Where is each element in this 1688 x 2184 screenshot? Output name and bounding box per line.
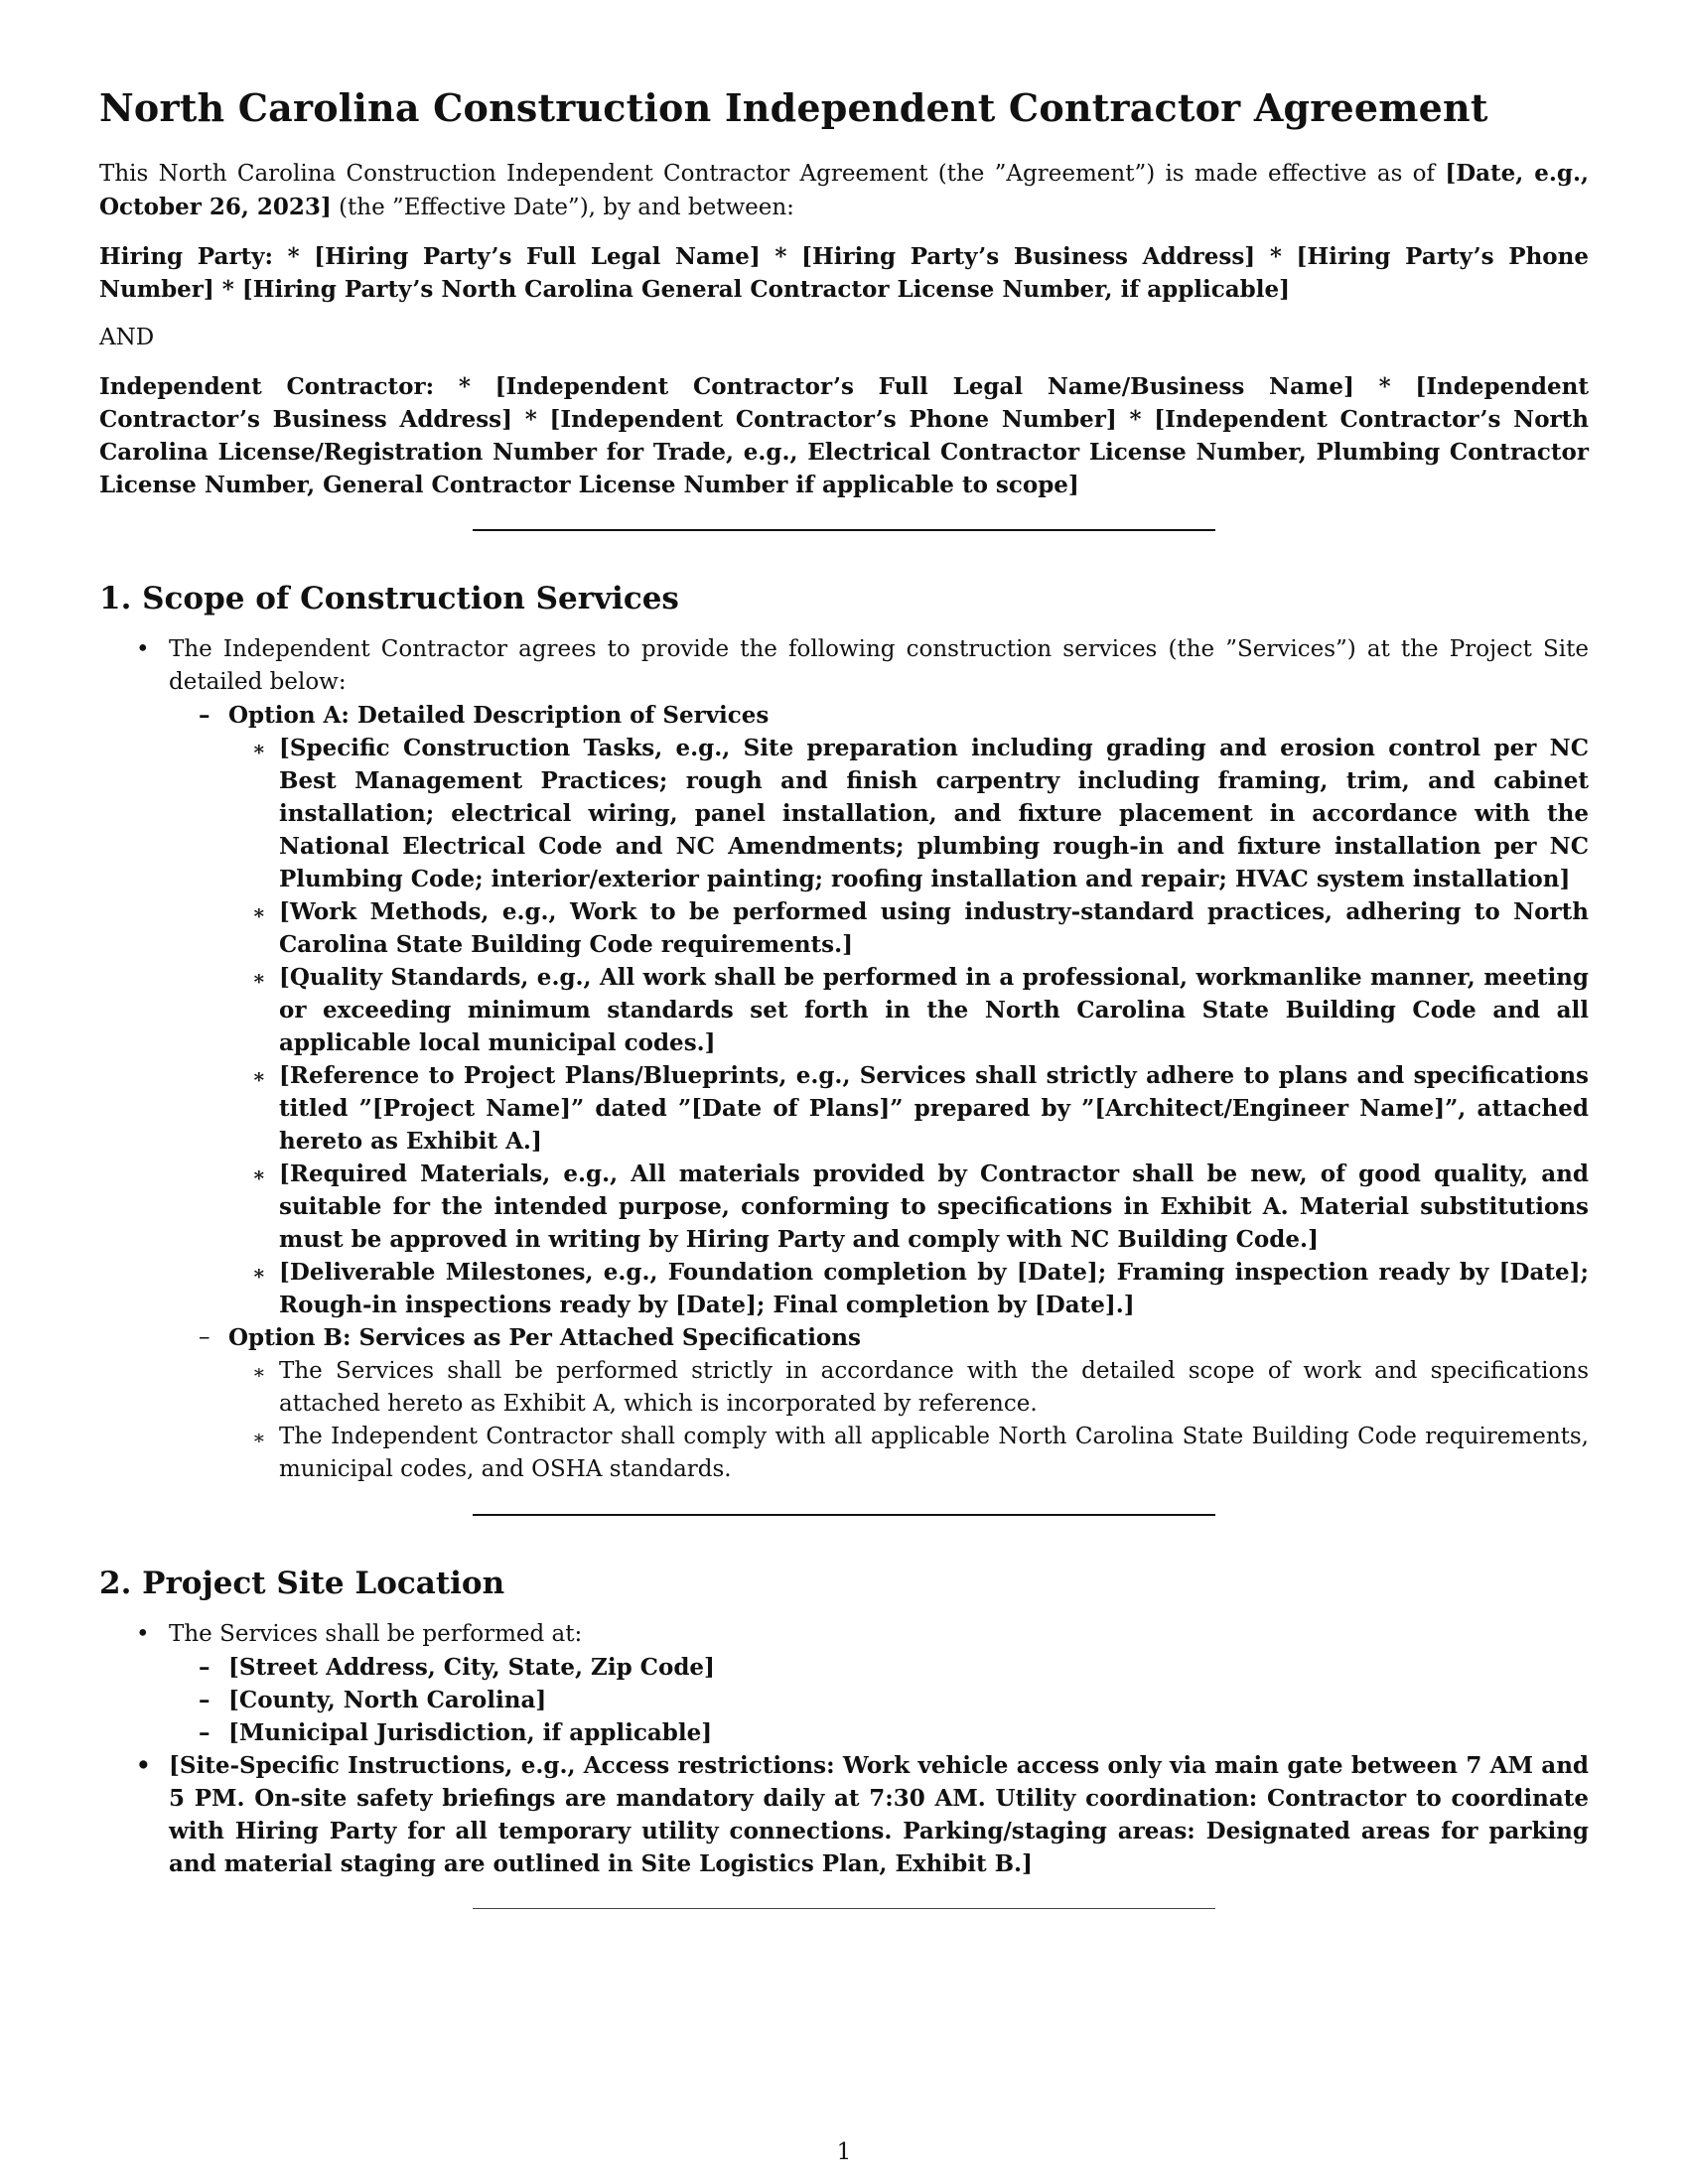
list-item: ∗ [Specific Construction Tasks, e.g., Site preparation including grading and erosion control per NC Best Management Practices; rough and finish carpentry including framing, trim, and cabinet installation; electrical wiring, panel installation, and fixture placement in accordance with the National Electrical Code and NC Amendments; plumbing rough-in and fixture installation per NC Plumbing Code; interior/exterior painting; roofing installation and repair; HVAC system installation] [99,732,1589,895]
intro-prefix: This North Carolina Construction Independent Contractor Agreement (the ”Agreement”) is made effective as of [99,160,1446,187]
section-2-list [99,1618,1589,1880]
section-1-list [99,633,1589,1486]
list-item [99,699,1589,1321]
document-page [99,85,1589,1909]
section-divider [473,1908,1215,1909]
option-a-label: Option A: Detailed Description of Services [228,701,770,729]
list-item: ∗ [Work Methods, e.g., Work to be performed using industry-standard practices, adhering to North Carolina State Building Code requirements.] [99,895,1589,961]
intro-suffix: (the ”Effective Date”), by and between: [331,194,794,220]
list-item: ∗ [Reference to Project Plans/Blueprints, e.g., Services shall strictly adhere to plans and specifications titled ”[Project Name]” dated ”[Date of Plans]” prepared by ”[Architect/Engineer Name]”, attached hereto as Exhibit A.] [99,1059,1589,1158]
independent-contractor-block: Independent Contractor: * [Independent Contractor’s Full Legal Name/Business Name] * [Independent Contractor’s Business Address] * [Independent Contractor’s Phone Number] * [Independent Contractor’s North Carolina License/Registration Number for Trade, e.g., Electrical Contractor License Number, Plumbing Contractor License Number, General Contractor License Number if applicable to scope] [99,372,1589,498]
list-item [99,1618,1589,1749]
site-instructions: • [Site-Specific Instructions, e.g., Access restrictions: Work vehicle access only via main gate between 7 AM and 5 PM. On-site safety briefings are mandatory daily at 7:30 AM. Utility coordination: Contractor to coordinate with Hiring Party for all temporary utility connections. Parking/staging areas: Designated areas for parking and material staging are outlined in Site Logistics Plan, Exhibit B.] [99,1749,1589,1880]
and-separator: AND [99,324,155,350]
effective-date-placeholder: [Date, e.g., October 26, 2023] [99,159,1590,220]
list-item: ∗ [Deliverable Milestones, e.g., Foundation completion by [Date]; Framing inspection ready by [Date]; Rough-in inspections ready by [Date]; Final completion by [Date].] [99,1256,1589,1321]
section-2-intro: The Services shall be performed at: [169,1620,583,1647]
list-item: ∗ The Independent Contractor shall comply with all applicable North Carolina State Building Code requirements, municipal codes, and OSHA standards. [99,1421,1589,1486]
address-line: – [County, North Carolina] [99,1684,1589,1716]
document-title: North Carolina Construction Independent Contractor Agreement [99,85,1488,130]
address-line: – [Municipal Jurisdiction, if applicable] [99,1716,1589,1749]
address-line: – [Street Address, City, State, Zip Code] [99,1651,1589,1684]
section-2-heading: 2. Project Site Location [99,1565,505,1601]
section-divider [473,529,1215,531]
section-1-intro: The Independent Contractor agrees to provide the following construction services (the ”Services”) at the Project Site detailed below: [169,635,1589,695]
section-divider [473,1514,1215,1516]
list-item [99,633,1589,1486]
page-number: 1 [836,2139,852,2165]
section-1-heading: 1. Scope of Construction Services [99,580,679,616]
option-b-label: Option B: Services as Per Attached Specifications [228,1323,861,1351]
hiring-party-block: Hiring Party: * [Hiring Party’s Full Legal Name] * [Hiring Party’s Business Address] * [Hiring Party’s Phone Number] * [Hiring Party’s North Carolina General Contractor License Number, if applicable] [99,242,1589,303]
intro-paragraph [99,157,1589,224]
list-item: ∗ The Services shall be performed strictly in accordance with the detailed scope of work and specifications attached hereto as Exhibit A, which is incorporated by reference. [99,1355,1589,1421]
list-item: ∗ [Quality Standards, e.g., All work shall be performed in a professional, workmanlike manner, meeting or exceeding minimum standards set forth in the North Carolina State Building Code and all applicable local municipal codes.] [99,961,1589,1059]
list-item: ∗ [Required Materials, e.g., All materials provided by Contractor shall be new, of good quality, and suitable for the intended purpose, conforming to specifications in Exhibit A. Material substitutions must be approved in writing by Hiring Party and comply with NC Building Code.] [99,1158,1589,1256]
list-item [99,1321,1589,1486]
